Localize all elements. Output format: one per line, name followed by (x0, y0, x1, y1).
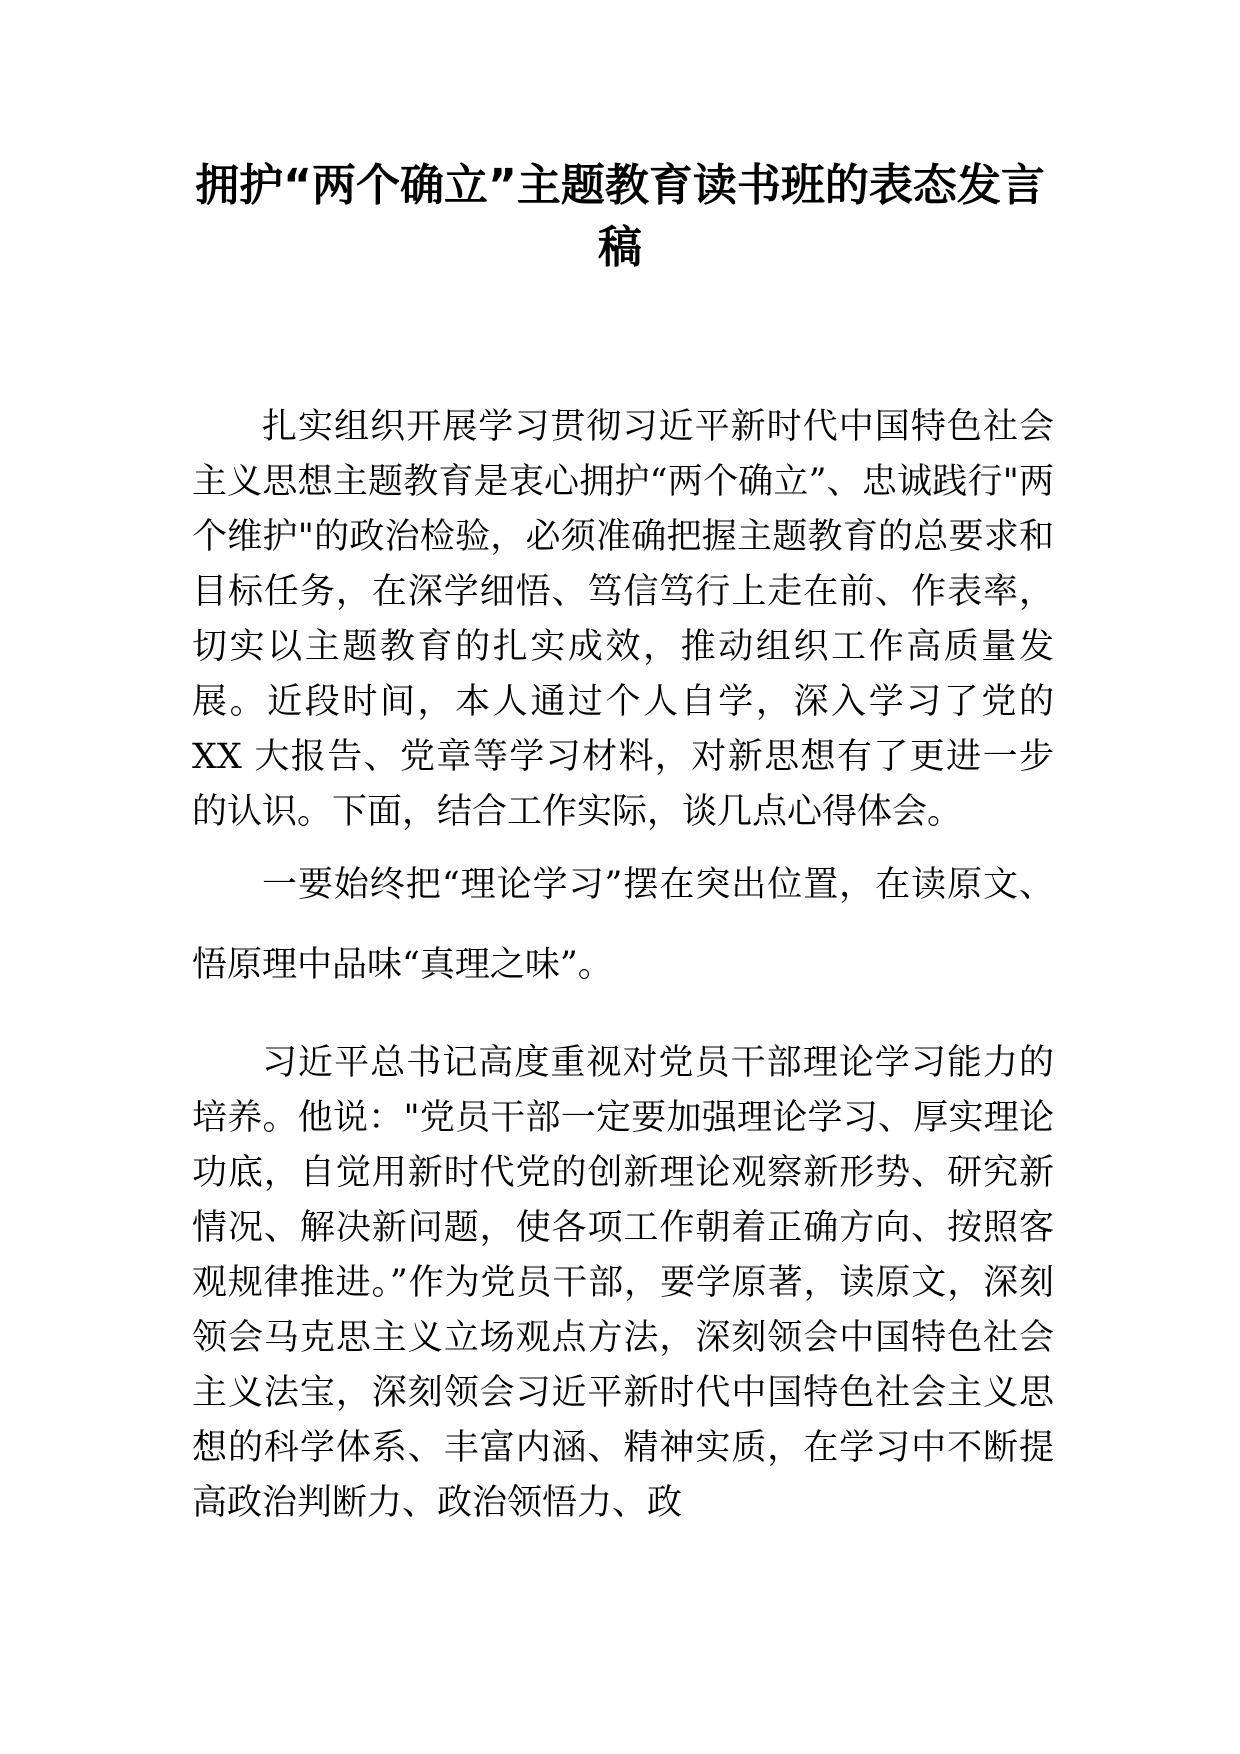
document-title: 拥护“两个确立”主题教育读书班的表态发言稿 (195, 160, 1045, 273)
paragraph-body: 习近平总书记高度重视对党员干部理论学习能力的培养。他说："党员干部一定要加强理论学习、厚实理论功底，自觉用新时代党的创新理论观察新形势、研究新情况、解决新问题，使各项工作朝着正确方向、按照客观规律推进。”作为党员干部，要学原著，读原文，深刻领会马克思主义立场观点方法，深刻领会中国特色社会主义法宝，深刻领会习近平新时代中国特色社会主义思想的科学体系、丰富内涵、精神实质，在学习中不断提高政治判断力、政治领悟力、政 (192, 1043, 1054, 1523)
paragraph-point-one: 一要始终把“理论学习”摆在突出位置，在读原文、悟原理中品味“真理之味”。 (192, 865, 1054, 985)
paragraph-intro: 扎实组织开展学习贯彻习近平新时代中国特色社会主义思想主题教育是衷心拥护“两个确立”、忠诚践行"两个维护"的政治检验，必须准确把握主题教育的总要求和目标任务，在深学细悟、笃信笃行上走在前、作表率，切实以主题教育的扎实成效，推动组织工作高质量发展。近段时间，本人通过个人自学，深入学习了党的 XX 大报告、党章等学习材料，对新思想有了更进一步的认识。下面，结合工作实际，谈几点心得体会。 (192, 407, 1054, 832)
